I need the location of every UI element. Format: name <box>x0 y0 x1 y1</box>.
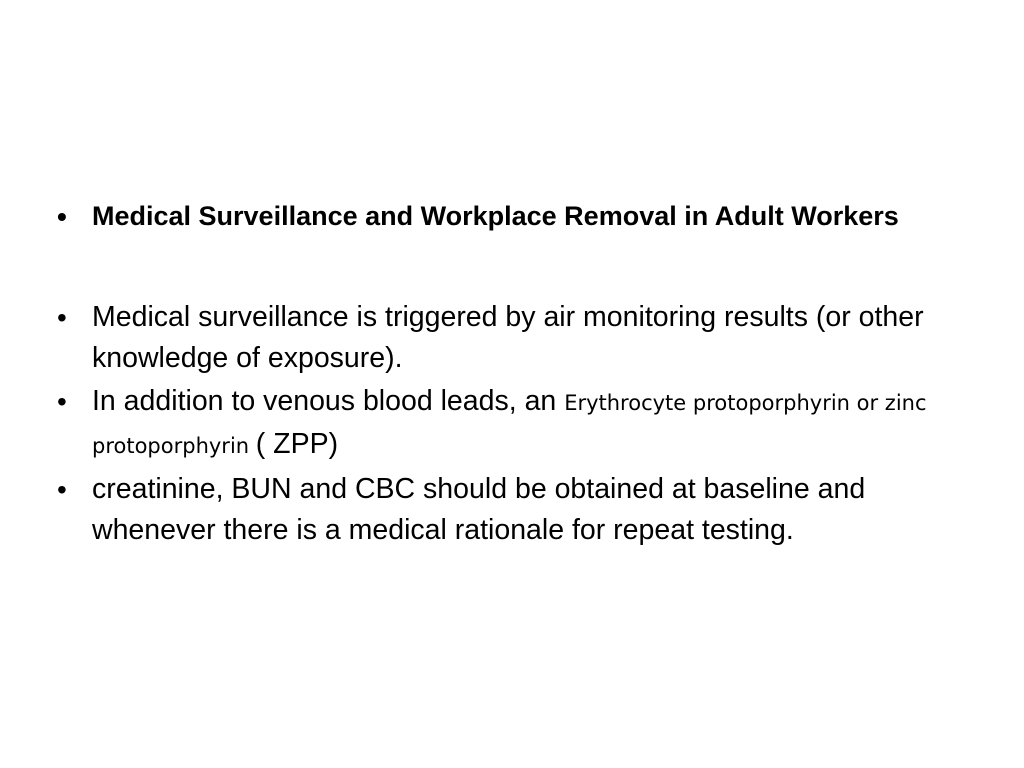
bullet-item-surveillance <box>57 297 957 379</box>
bullet-item-creatinine <box>57 469 957 551</box>
heading-bullet-item <box>57 196 957 237</box>
bullet-dot: • <box>57 386 67 417</box>
bullet-text-surveillance: Medical surveillance is triggered by air monitoring results (or other knowledge of exposure). <box>92 301 924 374</box>
bullet-text-protoporphyrin: Erythrocyte protoporphyrin or zinc protoporphyrin <box>92 391 927 458</box>
bullet-list <box>57 196 957 551</box>
bullet-text-creatinine: creatinine, BUN and CBC should be obtained at baseline and whenever there is a medical rationale for repeat testing. <box>92 473 866 546</box>
bullet-item-blood-leads <box>57 381 957 467</box>
bullet-text-blood-leads: In addition to venous blood leads, an <box>92 385 565 417</box>
bullet-text-zpp: ( ZPP) <box>255 428 339 460</box>
bullet-dot: • <box>57 474 67 505</box>
bullet-dot: • <box>57 201 67 232</box>
slide-heading: Medical Surveillance and Workplace Removal in Adult Workers <box>92 201 899 231</box>
bullet-dot: • <box>57 302 67 333</box>
